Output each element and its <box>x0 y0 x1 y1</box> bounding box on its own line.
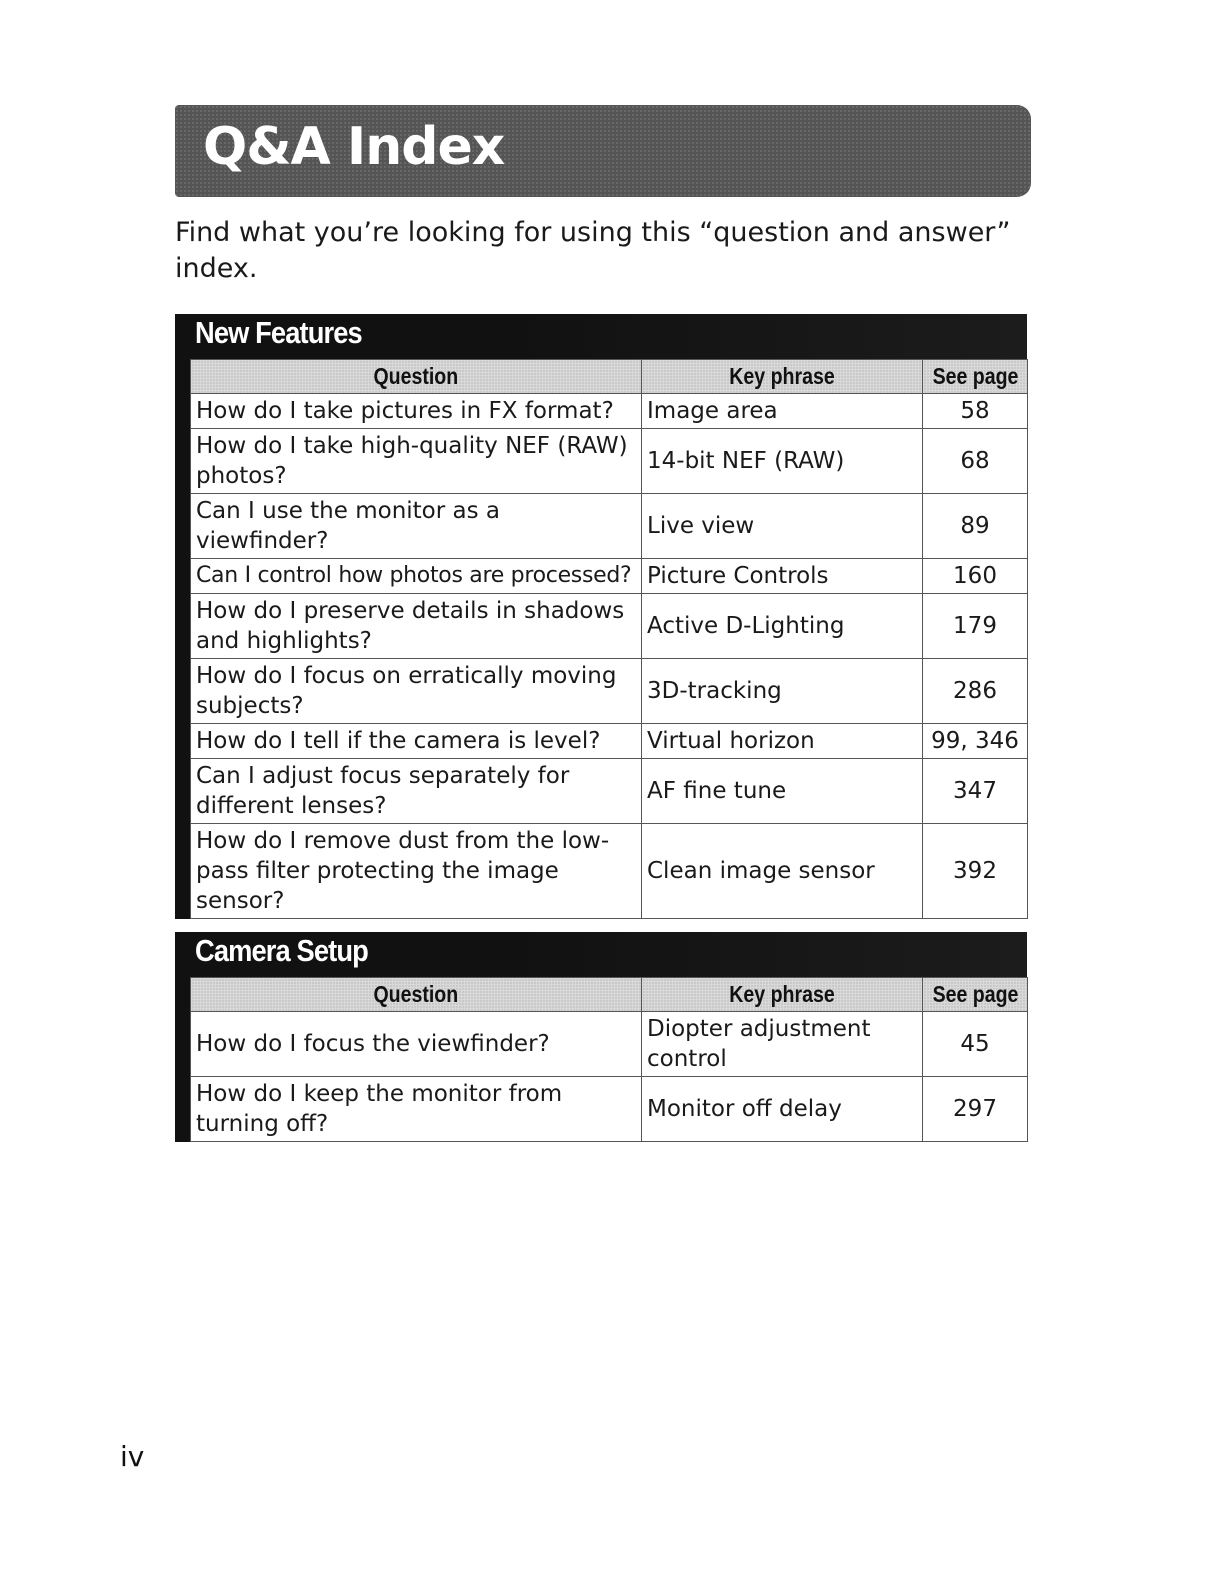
section-title: Camera Setup <box>195 933 368 968</box>
question-cell: How do I take high-quality NEF (RAW) photos? <box>191 429 642 494</box>
page-title-bar <box>175 105 1031 197</box>
qa-table <box>190 359 1028 919</box>
table-row <box>191 429 1028 494</box>
page-number: iv <box>120 1440 145 1473</box>
table-row <box>191 824 1028 919</box>
page-cell: 89 <box>923 494 1028 559</box>
section-header <box>175 932 1027 977</box>
key-phrase-cell: Diopter adjustment control <box>642 1012 923 1077</box>
table-row <box>191 659 1028 724</box>
table-row <box>191 559 1028 594</box>
column-header-key-phrase: Key phrase <box>642 978 923 1012</box>
question-cell: How do I preserve details in shadows and highlights? <box>191 594 642 659</box>
section-header <box>175 314 1027 359</box>
column-header-see-page: See page <box>923 360 1028 394</box>
page-cell: 160 <box>923 559 1028 594</box>
question-cell: Can I use the monitor as a viewfinder? <box>191 494 642 559</box>
page-cell: 297 <box>923 1077 1028 1142</box>
page-cell: 347 <box>923 759 1028 824</box>
table-header-row <box>191 360 1028 394</box>
page-cell: 58 <box>923 394 1028 429</box>
table-row <box>191 494 1028 559</box>
key-phrase-cell: AF fine tune <box>642 759 923 824</box>
table-row <box>191 724 1028 759</box>
key-phrase-cell: 3D-tracking <box>642 659 923 724</box>
section-new-features <box>175 314 1027 919</box>
column-header-question: Question <box>191 360 642 394</box>
column-header-see-page: See page <box>923 978 1028 1012</box>
key-phrase-cell: Image area <box>642 394 923 429</box>
section-title: New Features <box>195 315 362 350</box>
intro-text: Find what you’re looking for using this “question and answer” index. <box>175 217 1011 284</box>
question-cell: How do I tell if the camera is level? <box>191 724 642 759</box>
qa-table <box>190 977 1028 1142</box>
key-phrase-cell: Active D-Lighting <box>642 594 923 659</box>
question-cell: How do I remove dust from the low-pass filter protecting the image sensor? <box>191 824 642 919</box>
key-phrase-cell: Picture Controls <box>642 559 923 594</box>
question-cell: How do I take pictures in FX format? <box>191 394 642 429</box>
key-phrase-cell: Clean image sensor <box>642 824 923 919</box>
question-cell: Can I control how photos are processed? <box>191 559 642 594</box>
table-row <box>191 1077 1028 1142</box>
table-row <box>191 394 1028 429</box>
section-camera-setup <box>175 932 1027 1142</box>
question-cell: How do I focus on erratically moving subjects? <box>191 659 642 724</box>
page-cell: 99, 346 <box>923 724 1028 759</box>
key-phrase-cell: Virtual horizon <box>642 724 923 759</box>
key-phrase-cell: 14-bit NEF (RAW) <box>642 429 923 494</box>
page-title: Q&A Index <box>203 117 505 177</box>
question-cell: How do I focus the viewfinder? <box>191 1012 642 1077</box>
page-cell: 392 <box>923 824 1028 919</box>
table-row <box>191 759 1028 824</box>
table-row <box>191 1012 1028 1077</box>
question-cell: Can I adjust focus separately for different lenses? <box>191 759 642 824</box>
table-row <box>191 594 1028 659</box>
page-cell: 45 <box>923 1012 1028 1077</box>
table-header-row <box>191 978 1028 1012</box>
page-cell: 68 <box>923 429 1028 494</box>
page-cell: 179 <box>923 594 1028 659</box>
key-phrase-cell: Live view <box>642 494 923 559</box>
column-header-key-phrase: Key phrase <box>642 360 923 394</box>
page-cell: 286 <box>923 659 1028 724</box>
question-cell: How do I keep the monitor from turning off? <box>191 1077 642 1142</box>
column-header-question: Question <box>191 978 642 1012</box>
key-phrase-cell: Monitor off delay <box>642 1077 923 1142</box>
